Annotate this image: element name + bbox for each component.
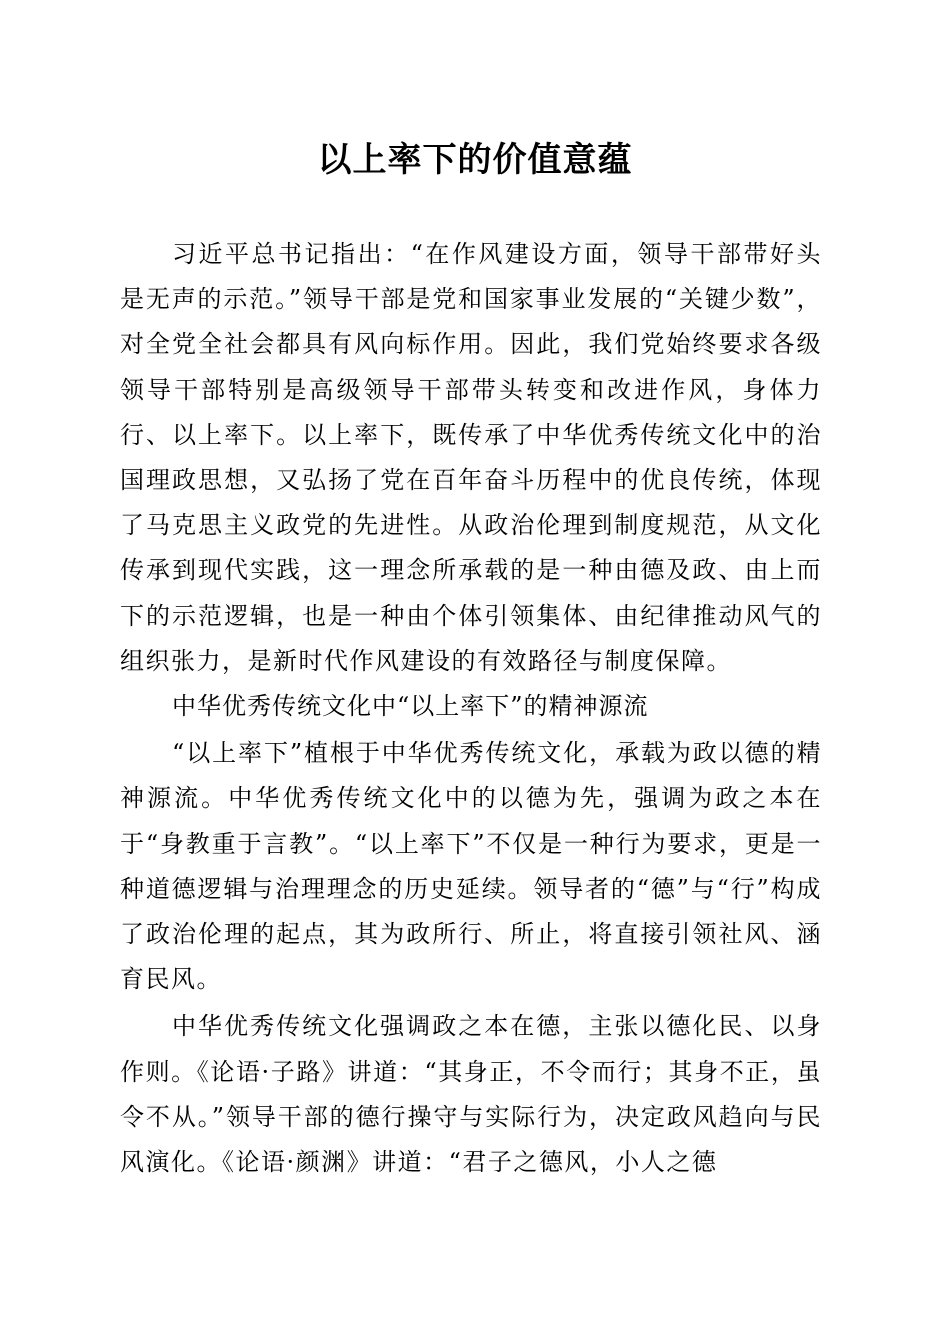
paragraph-section-1: “以上率下”植根于中华优秀传统文化，承载为政以德的精神源流。中华优秀传统文化中的以德为先，强调为政之本在于“身教重于言教”。“以上率下”不仅是一种行为要求，更是一种道德逻辑与治理理念的历史延续。领导者的“德”与“行”构成了政治伦理的起点，其为政所行、所止，将直接引领社风、涵育民风。 [120,739,822,994]
document-title: 以上率下的价值意蕴 [317,140,633,180]
paragraph-section-2: 中华优秀传统文化强调政之本在德，主张以德化民、以身作则。《论语·子路》讲道：“其身正，不令而行；其身不正，虽令不从。”领导干部的德行操守与实际行为，决定政风趋向与民风演化。《论语·颜渊》讲道：“君子之德风，小人之德 [120,1012,822,1177]
document-body [120,232,822,1185]
paragraph-intro: 习近平总书记指出：“在作风建设方面，领导干部带好头是无声的示范。”领导干部是党和国家事业发展的“关键少数”，对全党全社会都具有风向标作用。因此，我们党始终要求各级领导干部特别是高级领导干部带头转变和改进作风，身体力行、以上率下。以上率下，既传承了中华优秀传统文化中的治国理政思想，又弘扬了党在百年奋斗历程中的优良传统，体现了马克思主义政党的先进性。从政治伦理到制度规范，从文化传承到现代实践，这一理念所承载的是一种由德及政、由上而下的示范逻辑，也是一种由个体引领集体、由纪律推动风气的组织张力，是新时代作风建设的有效路径与制度保障。 [120,240,822,675]
section-heading: 中华优秀传统文化中“以上率下”的精神源流 [172,692,649,721]
